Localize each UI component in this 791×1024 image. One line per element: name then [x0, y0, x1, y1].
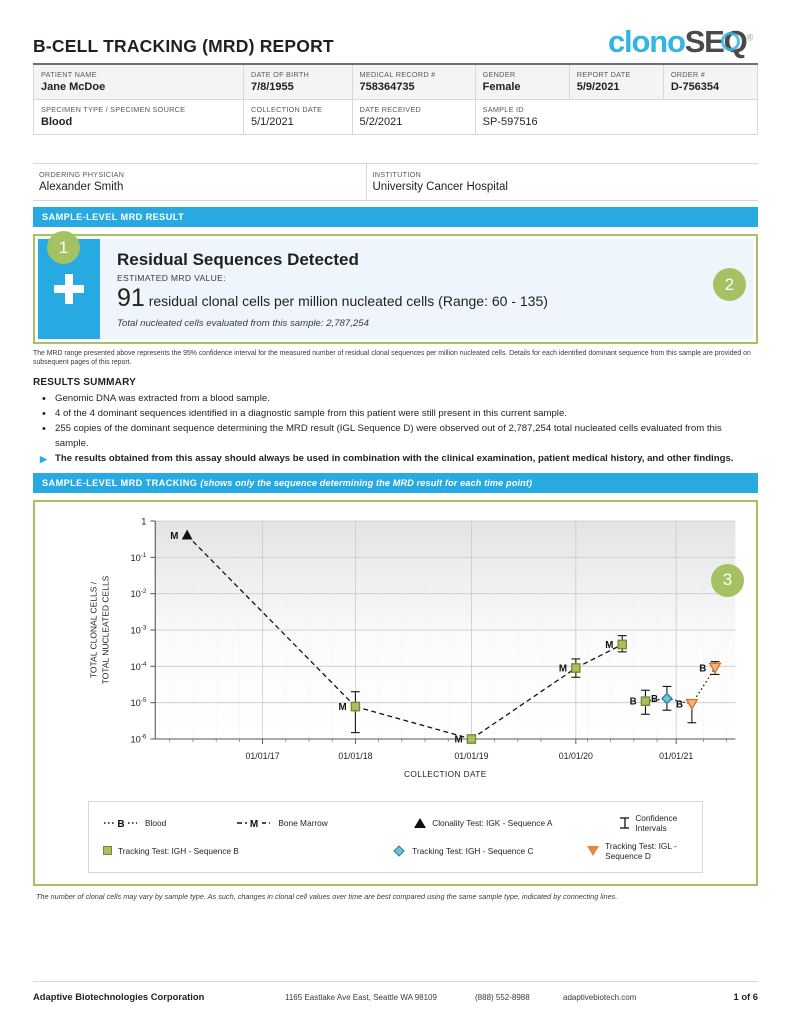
- legend-item-tracking-igh-c: [395, 846, 587, 856]
- sample-level-mrd-tracking-bar: [33, 473, 758, 493]
- mrd-result-panel: [33, 234, 758, 344]
- legend-row: [103, 813, 702, 833]
- field-value: Alexander Smith: [39, 181, 124, 193]
- table-row: [34, 64, 758, 100]
- cell-collection-date: [243, 100, 352, 135]
- footer-phone: (888) 552-8988: [475, 993, 530, 1002]
- field-label: PATIENT NAME: [41, 70, 97, 79]
- footer-address: 1165 Eastlake Ave East, Seattle WA 98109: [285, 993, 437, 1002]
- page-title: B-CELL TRACKING (MRD) REPORT: [33, 36, 334, 56]
- legend-label: Blood: [145, 817, 167, 828]
- svg-text:M: M: [605, 639, 614, 651]
- legend-label: Clonality Test: IGK - Sequence A: [432, 817, 553, 828]
- field-label: DATE OF BIRTH: [250, 70, 310, 79]
- mrd-range-disclaimer: The MRD range presented above represents the 95% confidence interval for the measured number of residual clonal sequences per million nucleated cells. Details for each identified dominant sequence from this sample are provided on subsequent pages of this report.: [33, 350, 751, 367]
- field-label: GENDER: [482, 70, 516, 79]
- legend-item-confidence-intervals: [619, 813, 702, 833]
- svg-text:TOTAL NUCLEATED CELLS: TOTAL NUCLEATED CELLS: [100, 575, 111, 684]
- svg-text:10-6: $10^{-6}$: [130, 733, 147, 745]
- mrd-result-heading: Residual Sequences Detected: [117, 250, 359, 269]
- footer-website: adaptivebiotech.com: [563, 993, 637, 1002]
- chart-legend: [88, 801, 703, 873]
- field-label: INSTITUTION: [372, 170, 422, 179]
- sample-level-mrd-result-bar: [33, 207, 758, 227]
- footer-corporation: Adaptive Biotechnologies Corporation: [33, 991, 205, 1002]
- legend-item-tracking-igh-b: [103, 846, 395, 856]
- field-value: 5/1/2021: [250, 116, 294, 128]
- green-square-icon: [103, 846, 112, 855]
- legend-label: Bone Marrow: [278, 817, 328, 828]
- field-value: 5/9/2021: [576, 81, 620, 93]
- logo-registered-icon: ®: [746, 32, 752, 43]
- legend-item-tracking-igl-d: [587, 841, 702, 861]
- field-label: COLLECTION DATE: [250, 105, 323, 114]
- plus-icon: [54, 274, 84, 304]
- physician-row: [33, 163, 758, 201]
- cell-gender: [475, 64, 569, 100]
- error-bar-icon: [619, 816, 630, 830]
- footer-page-number: 1 of 6: [733, 991, 758, 1002]
- logo-clono-text: clono: [608, 24, 685, 59]
- table-row: [34, 100, 758, 135]
- svg-text:10-4: $10^{-4}$: [130, 660, 147, 672]
- svg-text:10-2: $10^{-2}$: [130, 587, 147, 599]
- svg-text:1: 1: [141, 515, 147, 527]
- list-item: • 255 copies of the dominant sequence determining the MRD result (IGL Sequence D) were observed out of 2,787,254 total nucleated cells evaluated from this sample.: [33, 422, 758, 451]
- field-label: ORDERING PHYSICIAN: [39, 170, 125, 179]
- field-value: Female: [482, 81, 521, 93]
- ordering-physician-field: [33, 164, 367, 200]
- svg-text:B: B: [629, 696, 637, 708]
- mrd-result-box: [33, 234, 758, 344]
- cell-specimen-type: [34, 100, 244, 135]
- legend-row: [103, 841, 702, 861]
- section-bar-title: SAMPLE-LEVEL MRD RESULT: [42, 212, 185, 222]
- svg-text:B: B: [699, 662, 707, 675]
- legend-item-bone-marrow: [236, 817, 414, 829]
- total-nucleated-cells: Total nucleated cells evaluated from this sample: 2,787,254: [117, 318, 369, 329]
- svg-text:M: M: [338, 701, 347, 713]
- patient-info-table: [33, 63, 758, 135]
- field-value: Blood: [41, 116, 73, 128]
- svg-text:10-3: $10^{-3}$: [130, 624, 147, 636]
- cell-sample-id: [475, 100, 757, 135]
- field-label: MEDICAL RECORD #: [359, 70, 436, 79]
- report-header: [33, 0, 758, 63]
- svg-text:B: B: [676, 699, 684, 711]
- legend-item-clonality-igk-a: [414, 818, 619, 828]
- estimated-mrd-label: ESTIMATED MRD VALUE:: [117, 273, 226, 283]
- field-value: 5/2/2021: [359, 116, 403, 128]
- callout-badge-1: 1: [47, 231, 80, 264]
- svg-text:10-5: $10^{-5}$: [130, 696, 147, 708]
- svg-text:M: M: [558, 663, 568, 675]
- bone-marrow-line-icon: [236, 817, 272, 829]
- callout-badge-3: 3: [711, 564, 744, 597]
- mrd-tracking-chart-panel: [33, 500, 758, 886]
- section-bar-subtitle: (shows only the sequence determining the MRD result for each time point): [200, 477, 533, 488]
- chart-svg: [40, 507, 751, 797]
- institution-field: [367, 164, 759, 200]
- field-value: University Cancer Hospital: [372, 181, 508, 193]
- mrd-result-body: [100, 239, 753, 339]
- legend-label: Tracking Test: IGL - Sequence D: [605, 840, 677, 861]
- callout-badge-2: 2: [713, 268, 746, 301]
- svg-text:01/01/21: 01/01/21: [659, 750, 694, 761]
- legend-item-blood: [103, 817, 236, 829]
- list-item: • 4 of the 4 dominant sequences identified in a diagnostic sample from this patient were still present in this current sample.: [33, 407, 758, 421]
- field-value: 758364735: [359, 81, 415, 93]
- chart-note: The number of clonal cells may vary by sample type. As such, changes in clonal cell values over time are best compared using the same sample type, indicated by connecting lines.: [36, 891, 618, 901]
- legend-label: Confidence Intervals: [635, 812, 678, 833]
- cell-date-received: [352, 100, 475, 135]
- cell-order-number: [663, 64, 757, 100]
- mrd-value-number: 91: [117, 284, 145, 312]
- svg-text:01/01/20: 01/01/20: [558, 750, 593, 761]
- list-item: • Genomic DNA was extracted from a blood sample.: [33, 392, 758, 406]
- list-item-highlight: ▶ The results obtained from this assay should always be used in combination with the clinical examination, patient medical history, and other findings.: [33, 452, 758, 466]
- field-value: D-756354: [670, 81, 720, 93]
- svg-text:TOTAL CLONAL CELLS /: TOTAL CLONAL CELLS /: [88, 581, 99, 678]
- mrd-value-line: [117, 284, 753, 313]
- logo-circle-icon: [721, 32, 740, 51]
- field-label: SAMPLE ID: [482, 105, 524, 114]
- svg-text:COLLECTION DATE: COLLECTION DATE: [403, 768, 487, 779]
- legend-label: Tracking Test: IGH - Sequence C: [412, 845, 534, 856]
- svg-text:M: M: [250, 818, 259, 829]
- orange-triangle-down-icon: [587, 846, 599, 856]
- logo-seq-text: SEQ: [684, 24, 747, 59]
- mrd-tracking-chart: [40, 507, 751, 797]
- field-value: 7/8/1955: [250, 81, 294, 93]
- results-summary-heading: RESULTS SUMMARY: [33, 376, 136, 388]
- cell-date-of-birth: [243, 64, 352, 100]
- clonoseq-logo: [608, 26, 758, 57]
- mrd-value-unit: residual clonal cells per million nucleated cells (Range: 60 - 135): [148, 293, 548, 309]
- field-value: SP-597516: [482, 116, 538, 128]
- blood-line-icon: [103, 817, 139, 829]
- cell-medical-record: [352, 64, 475, 100]
- svg-text:10-1: $10^{-1}$: [130, 551, 147, 563]
- cell-report-date: [569, 64, 663, 100]
- svg-text:01/01/18: 01/01/18: [338, 750, 373, 761]
- results-summary-list: [33, 392, 758, 467]
- svg-text:B: B: [117, 818, 125, 829]
- cell-patient-name: [34, 64, 244, 100]
- svg-text:01/01/19: 01/01/19: [454, 750, 489, 761]
- field-label: DATE RECEIVED: [359, 105, 422, 114]
- field-label: ORDER #: [670, 70, 706, 79]
- field-label: REPORT DATE: [576, 70, 631, 79]
- section-bar-title: SAMPLE-LEVEL MRD TRACKING: [42, 477, 198, 488]
- blue-diamond-icon: [393, 845, 404, 856]
- legend-label: Tracking Test: IGH - Sequence B: [118, 845, 239, 856]
- svg-text:B: B: [651, 693, 659, 705]
- page-footer: [33, 981, 758, 1002]
- svg-text:01/01/17: 01/01/17: [245, 750, 280, 761]
- svg-text:M: M: [170, 530, 179, 542]
- field-label: SPECIMEN TYPE / SPECIMEN SOURCE: [41, 105, 186, 114]
- field-value: Jane McDoe: [41, 81, 106, 93]
- triangle-up-icon: [414, 818, 426, 828]
- svg-text:M: M: [454, 734, 463, 746]
